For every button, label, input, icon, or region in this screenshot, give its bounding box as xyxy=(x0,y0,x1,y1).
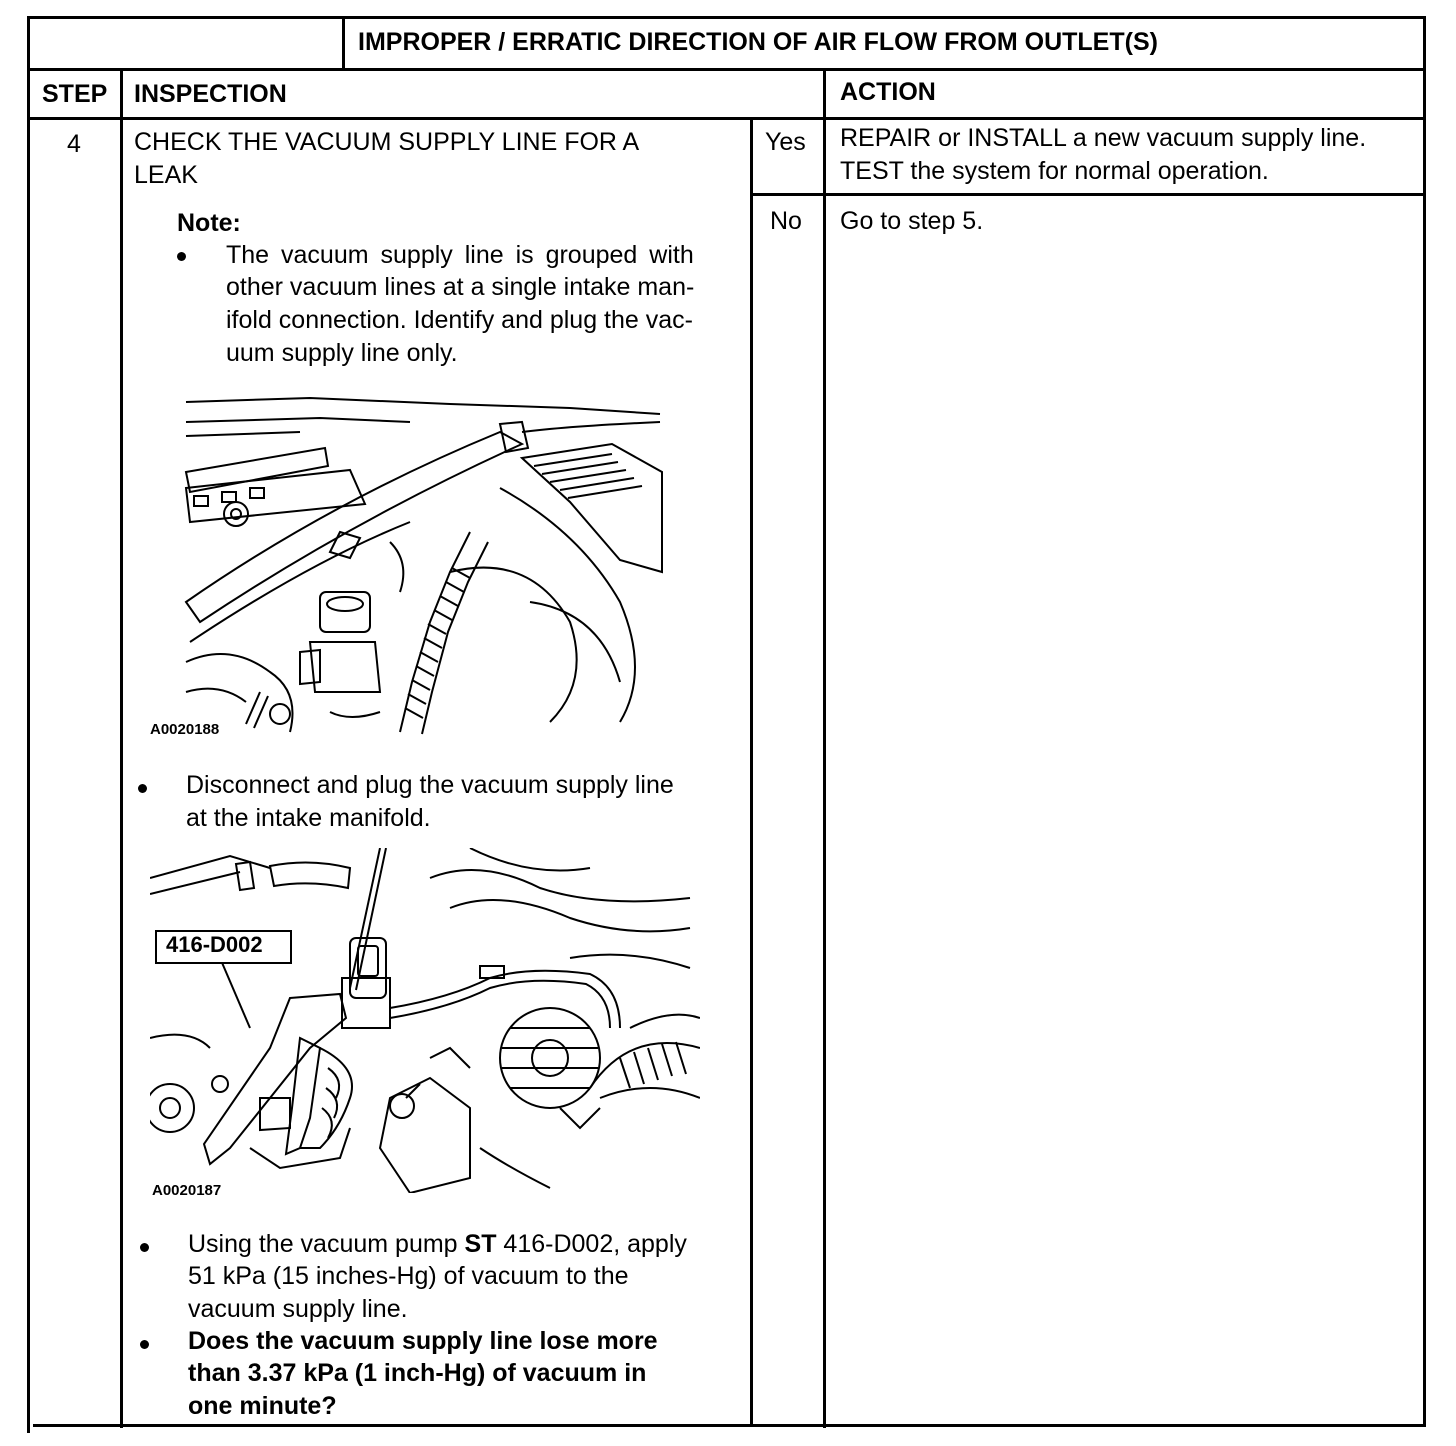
bullet-3-line1-pre: Using the vacuum pump xyxy=(188,1230,465,1258)
bullet-2-line2: at the intake manifold. xyxy=(186,804,431,832)
bullet-3-line1-post: 416-D002, apply xyxy=(496,1230,687,1258)
inspection-title-line2: LEAK xyxy=(134,161,198,189)
inspection-title-line1: CHECK THE VACUUM SUPPLY LINE FOR A xyxy=(134,128,640,156)
table-border-right xyxy=(1423,16,1426,1424)
note-label: Note: xyxy=(177,209,241,237)
answer-yes-label: Yes xyxy=(765,128,806,156)
bullet-3-line2: 51 kPa (15 inches-Hg) of vacuum to the xyxy=(188,1262,629,1290)
column-header-step: STEP xyxy=(42,80,108,108)
figure2-id: A0020187 xyxy=(152,1182,222,1199)
note-line-2: other vacuum lines at a single intake man- xyxy=(226,273,695,301)
note-line-3: ifold connection. Identify and plug the vac- xyxy=(226,306,693,334)
bullet-3-line3: vacuum supply line. xyxy=(188,1295,408,1323)
tool-label: 416-D002 xyxy=(166,932,263,957)
table-title: IMPROPER / ERRATIC DIRECTION OF AIR FLOW FROM OUTLET(S) xyxy=(358,28,1158,56)
question-line1: Does the vacuum supply line lose more xyxy=(188,1327,658,1355)
column-header-action: ACTION xyxy=(840,78,936,106)
figure1-id: A0020188 xyxy=(150,721,220,738)
question-line2: than 3.37 kPa (1 inch-Hg) of vacuum in xyxy=(188,1359,647,1387)
note-line-4: uum supply line only. xyxy=(226,339,458,367)
table-border-left xyxy=(27,16,30,1433)
note-bullet-icon xyxy=(177,252,186,261)
yes-action-line1: REPAIR or INSTALL a new vacuum supply line. xyxy=(840,124,1367,152)
step-column-divider xyxy=(120,68,123,1428)
figure-vacuum-pump-illustration xyxy=(150,848,700,1193)
header-bottom-line xyxy=(27,117,1426,120)
action-column-divider xyxy=(823,68,826,1428)
yes-row-bottom-line xyxy=(750,193,1426,196)
title-bottom-line xyxy=(27,68,1426,71)
column-header-inspection: INSPECTION xyxy=(134,80,287,108)
bullet-2-icon xyxy=(138,784,147,793)
answer-column-divider xyxy=(750,117,753,1427)
yes-action-line2: TEST the system for normal operation. xyxy=(840,157,1269,185)
bullet-3-icon xyxy=(140,1243,149,1252)
step-number: 4 xyxy=(67,130,81,158)
table-border-top xyxy=(27,16,1426,19)
table-border-bottom xyxy=(33,1424,1426,1427)
no-action: Go to step 5. xyxy=(840,207,984,235)
note-line-1: The vacuum supply line is grouped with xyxy=(226,241,694,269)
bullet-3-line1-bold: ST xyxy=(464,1230,497,1258)
question-line3: one minute? xyxy=(188,1392,337,1420)
bullet-3-line1 xyxy=(188,1228,687,1260)
answer-no-label: No xyxy=(770,207,802,235)
figure-engine-bay-illustration xyxy=(150,392,670,742)
bullet-2-line1: Disconnect and plug the vacuum supply line xyxy=(186,771,674,799)
title-divider xyxy=(342,16,345,70)
bullet-4-icon xyxy=(140,1340,149,1349)
